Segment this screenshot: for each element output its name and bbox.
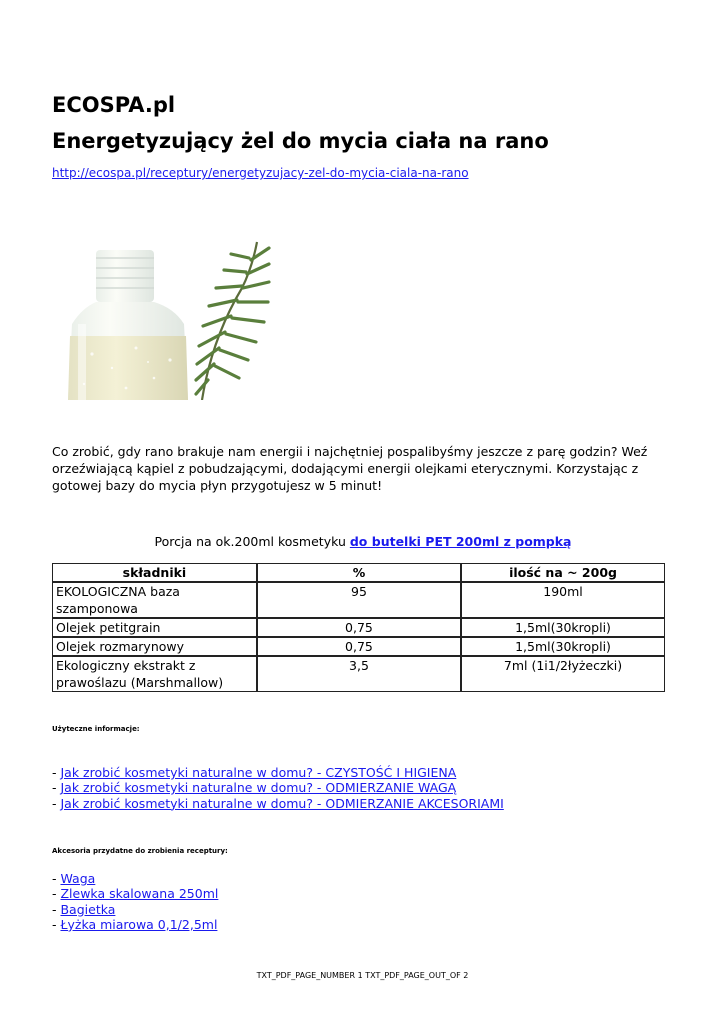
ingredient-name: EKOLOGICZNA baza szamponowa bbox=[52, 582, 257, 618]
accessory-link-beaker[interactable]: Zlewka skalowana 250ml bbox=[60, 886, 219, 902]
accessory-link-stirring-rod[interactable]: Bagietka bbox=[60, 901, 116, 917]
list-item: - Łyżka miarowa 0,1/2,5ml bbox=[52, 916, 218, 932]
header-percent: % bbox=[257, 563, 461, 582]
accessories-list bbox=[52, 871, 218, 932]
header-ingredients: składniki bbox=[52, 563, 257, 582]
ingredient-percent: 0,75 bbox=[257, 637, 461, 656]
ingredient-amount: 7ml (1i1/2łyżeczki) bbox=[461, 656, 665, 692]
guide-link-scale[interactable]: Jak zrobić kosmetyki naturalne w domu? - ODMIERZANIE WAGĄ bbox=[60, 780, 457, 796]
table-row bbox=[52, 656, 665, 692]
bottle-rosemary-illustration bbox=[52, 228, 302, 400]
table-row bbox=[52, 637, 665, 656]
accessory-link-scale[interactable]: Waga bbox=[60, 871, 96, 886]
bottle-link[interactable]: do butelki PET 200ml z pompką bbox=[349, 534, 572, 549]
list-item: - Jak zrobić kosmetyki naturalne w domu? - ODMIERZANIE AKCESORIAMI bbox=[52, 795, 504, 811]
header-amount: ilość na ~ 200g bbox=[461, 563, 665, 582]
ingredient-name: Ekologiczny ekstrakt z prawoślazu (Marshmallow) bbox=[52, 656, 257, 692]
list-item: - Bagietka bbox=[52, 901, 116, 917]
ingredient-percent: 0,75 bbox=[257, 618, 461, 637]
ingredient-name: Olejek petitgrain bbox=[52, 618, 257, 637]
portion-line bbox=[52, 533, 674, 550]
ingredient-percent: 3,5 bbox=[257, 656, 461, 692]
table-header-row bbox=[52, 563, 665, 582]
table-row bbox=[52, 582, 665, 618]
intro-text: Co zrobić, gdy rano brakuje nam energii i najchętniej pospalibyśmy jeszcze z parę godzin? Weź orzeźwiającą kąpiel z pobudzającymi, dodającymi energii olejkami eterycznymi. Korzystając z gotowej bazy do mycia płyn przygotujesz w 5 minut! bbox=[52, 444, 648, 493]
portion-text: Porcja na ok.200ml kosmetyku bbox=[154, 534, 350, 549]
page-footer: TXT_PDF_PAGE_NUMBER 1 TXT_PDF_PAGE_OUT_OF 2 bbox=[256, 971, 469, 980]
useful-info-list bbox=[52, 765, 504, 811]
list-item: - Jak zrobić kosmetyki naturalne w domu? - ODMIERZANIE WAGĄ bbox=[52, 780, 457, 796]
list-item: - Waga bbox=[52, 871, 96, 886]
product-image bbox=[52, 228, 302, 400]
ingredient-amount: 1,5ml(30kropli) bbox=[461, 618, 665, 637]
guide-link-hygiene[interactable]: Jak zrobić kosmetyki naturalne w domu? - CZYSTOŚĆ I HIGIENA bbox=[60, 765, 457, 780]
guide-link-accessories[interactable]: Jak zrobić kosmetyki naturalne w domu? - ODMIERZANIE AKCESORIAMI bbox=[60, 795, 504, 811]
ingredient-amount: 190ml bbox=[461, 582, 665, 618]
accessories-heading: Akcesoria przydatne do zrobienia receptury: bbox=[52, 847, 228, 855]
ingredients-table bbox=[52, 563, 665, 692]
useful-info-heading: Użyteczne informacje: bbox=[52, 725, 140, 733]
page-title: Energetyzujący żel do mycia ciała na rano bbox=[52, 129, 549, 153]
recipe-url-link[interactable]: http://ecospa.pl/receptury/energetyzujacy-zel-do-mycia-ciala-na-rano bbox=[52, 166, 469, 180]
accessory-link-measuring-spoon[interactable]: Łyżka miarowa 0,1/2,5ml bbox=[60, 916, 218, 932]
ingredient-percent: 95 bbox=[257, 582, 461, 618]
list-item: - Zlewka skalowana 250ml bbox=[52, 886, 219, 902]
ingredient-name: Olejek rozmarynowy bbox=[52, 637, 257, 656]
ingredient-amount: 1,5ml(30kropli) bbox=[461, 637, 665, 656]
table-row bbox=[52, 618, 665, 637]
list-item: - Jak zrobić kosmetyki naturalne w domu? - CZYSTOŚĆ I HIGIENA bbox=[52, 765, 457, 780]
site-name: ECOSPA.pl bbox=[52, 93, 176, 117]
